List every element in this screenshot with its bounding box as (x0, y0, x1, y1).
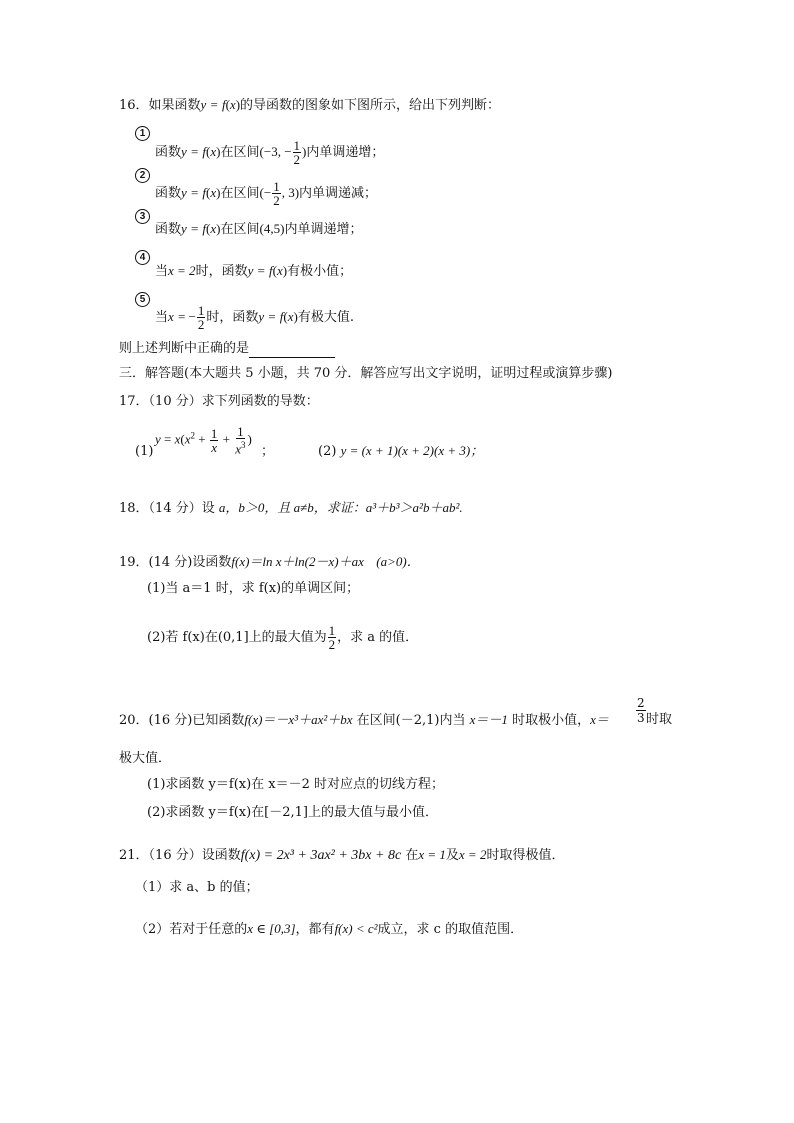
fraction-one-half: $\frac{1}{2}$ (273, 179, 280, 208)
q18-text: 18．（14 分）设 a，b＞0，且 a≠b，求证：a³＋b³＞a²b＋ab². (119, 500, 463, 516)
q20-title: 20．(16 分)已知函数f(x)＝－x³＋ax²＋bx 在区间(－2,1)内当 x＝－1 时取极小值，x＝ (119, 712, 609, 728)
q20-part2: (2)求函数 y＝f(x)在[－2,1]上的最大值与最小值． (147, 805, 438, 820)
q16-item-5: 当x = − $\frac{1}{2}$ 时，函数y = f(x)有极大值. (155, 303, 355, 332)
fraction-one-half: $\frac{1}{2}$ (197, 303, 205, 332)
q16-item-4: 当x = 2时，函数y = f(x)有极小值； (155, 263, 353, 279)
section-3-heading: 三．解答题(本大题共 5 小题，共 70 分．解答应写出文字说明，证明过程或演算步骤) (119, 366, 613, 381)
q20-title-end: 时取 (646, 712, 673, 727)
fraction-one-over-x-cubed: $\frac{1}{x^3}$ (235, 424, 246, 457)
q19-title: 19．(14 分)设函数f(x)＝ln x＋ln(2－x)＋ax (a>0)． (119, 554, 420, 570)
fraction-one-over-x: $\frac{1}{x}$ (210, 425, 218, 455)
q19-part2: (2)若 f(x)在(0,1]上的最大值为 $\frac{1}{2}$ ，求 a 的值． (147, 623, 419, 652)
q16-item-3: 函数y = f(x)在区间(4,5)内单调递增； (155, 221, 363, 237)
q16-item-2: 函数y = f(x)在区间(− $\frac{1}{2}$ , 3)内单调递减； (155, 179, 378, 208)
fraction-two-thirds: 2 3 (637, 696, 645, 725)
q17-part1-expr: $y = x(x^2$ + $\frac{1}{x}$ + $\frac{1}{x^3}$ ) (155, 424, 252, 457)
q17-part1-end: ； (261, 444, 275, 459)
answer-blank[interactable] (249, 343, 335, 358)
q21-part1: （1）求 a、b 的值； (135, 880, 259, 895)
q16-item-2-number: 2 (135, 166, 150, 184)
q16-item-1: 函数y = f(x)在区间(−3, − $\frac{1}{2}$ )内单调递增； (155, 138, 385, 167)
q16-conclusion: 则上述判断中正确的是 (119, 340, 335, 358)
q19-part1: (1)当 a＝1 时，求 f(x)的单调区间； (147, 581, 360, 596)
q21-title: 21．（16 分）设函数f(x) = 2x³ + 3ax² + 3bx + 8c 在x = 1及x = 2时取得极值． (119, 847, 565, 863)
q16-intro: 16．如果函数y = f(x)的导函数的图象如下图所示，给出下列判断： (119, 97, 501, 113)
q21-part2: （2）若对于任意的x ∈ [0,3]，都有f(x) < c²成立，求 c 的取值范围． (135, 921, 524, 937)
q16-item-1-number: 1 (135, 124, 150, 142)
fraction-one-half: $\frac{1}{2}$ (328, 623, 336, 652)
fraction-one-half: $\frac{1}{2}$ (293, 138, 301, 167)
q20-part1: (1)求函数 y＝f(x)在 x＝－2 时对应点的切线方程； (147, 777, 445, 792)
q16-item-3-number: 3 (135, 207, 150, 225)
q20-continued: 极大值． (119, 751, 172, 766)
q17-title: 17．（10 分）求下列函数的导数： (119, 394, 319, 409)
q16-item-4-number: 4 (135, 248, 150, 266)
q17-part1-label: (1) (135, 444, 154, 459)
q16-item-5-number: 5 (135, 290, 150, 308)
q17-part2: (2) y = (x + 1)(x + 2)(x + 3)； (318, 443, 484, 459)
